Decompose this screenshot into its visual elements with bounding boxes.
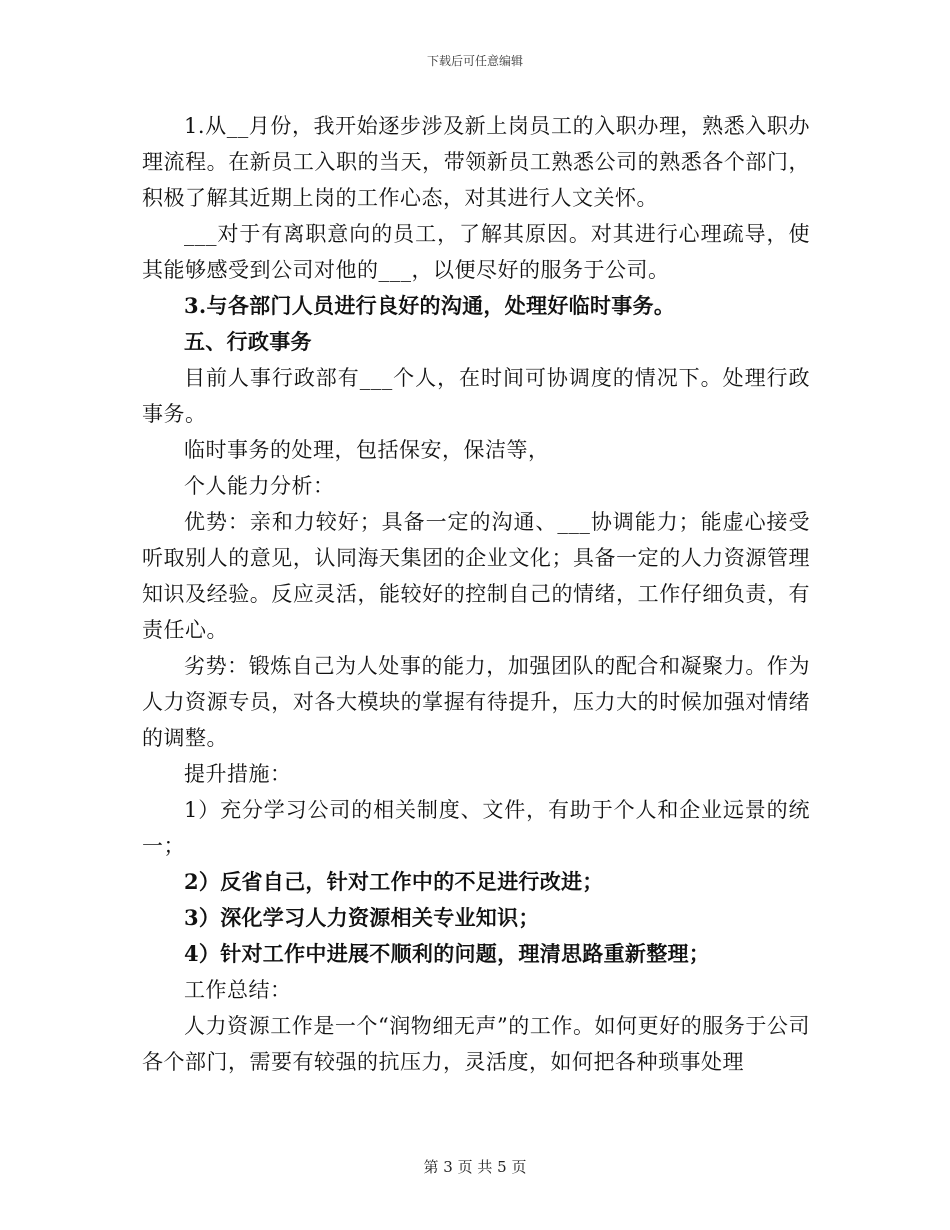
document-body: [142, 108, 810, 1080]
paragraph-measures-heading: 提升措施：: [184, 762, 292, 786]
paragraph-temp-affairs: 临时事务的处理，包括保安，保洁等，: [184, 438, 550, 462]
list-item-measure-1: 1）充分学习公司的相关制度、文件，有助于个人和企业远景的统一；: [142, 798, 810, 858]
list-item-measure-2: 2）反省自己，针对工作中的不足进行改进；: [184, 869, 604, 894]
section-heading-admin: 五、行政事务: [184, 329, 312, 354]
list-item-measure-4: 4）针对工作中进展不顺利的问题，理清思路重新整理；: [184, 941, 711, 966]
page-header: 下载后可任意编辑: [426, 54, 523, 68]
paragraph-weaknesses: 劣势：锻炼自己为人处事的能力，加强团队的配合和凝聚力。作为人力资源专员，对各大模块的掌握有待提升，压力大的时候加强对情绪的调整。: [142, 654, 810, 750]
list-item-measure-3: 3）深化学习人力资源相关专业知识；: [184, 905, 540, 930]
paragraph-summary: 人力资源工作是一个“润物细无声”的工作。如何更好的服务于公司各个部门，需要有较强的抗压力，灵活度，如何把各种琐事处理: [142, 1014, 810, 1074]
paragraph-strengths: 优势：亲和力较好；具备一定的沟通、___协调能力；能虚心接受听取别人的意见，认同海天集团的企业文化；具备一定的人力资源管理知识及经验。反应灵活，能较好的控制自己的情绪，工作仔细负责，有责任心。: [142, 510, 810, 642]
page-footer: 第 3 页 共 5 页: [423, 1158, 527, 1176]
paragraph-admin-staff: 目前人事行政部有___个人，在时间可协调度的情况下。处理行政事务。: [142, 366, 810, 426]
paragraph-summary-heading: 工作总结：: [184, 978, 292, 1002]
paragraph-ability-heading: 个人能力分析：: [184, 474, 335, 498]
paragraph-resignation: ___对于有离职意向的员工，了解其原因。对其进行心理疏导，使其能够感受到公司对他的___，以便尽好的服务于公司。: [142, 222, 810, 282]
paragraph-communication: 3.与各部门人员进行良好的沟通，处理好临时事务。: [184, 293, 676, 318]
paragraph-onboarding: 1.从__月份，我开始逐步涉及新上岗员工的入职办理，熟悉入职办理流程。在新员工入职的当天，带领新员工熟悉公司的熟悉各个部门，积极了解其近期上岗的工作心态，对其进行人文关怀。: [142, 114, 810, 210]
